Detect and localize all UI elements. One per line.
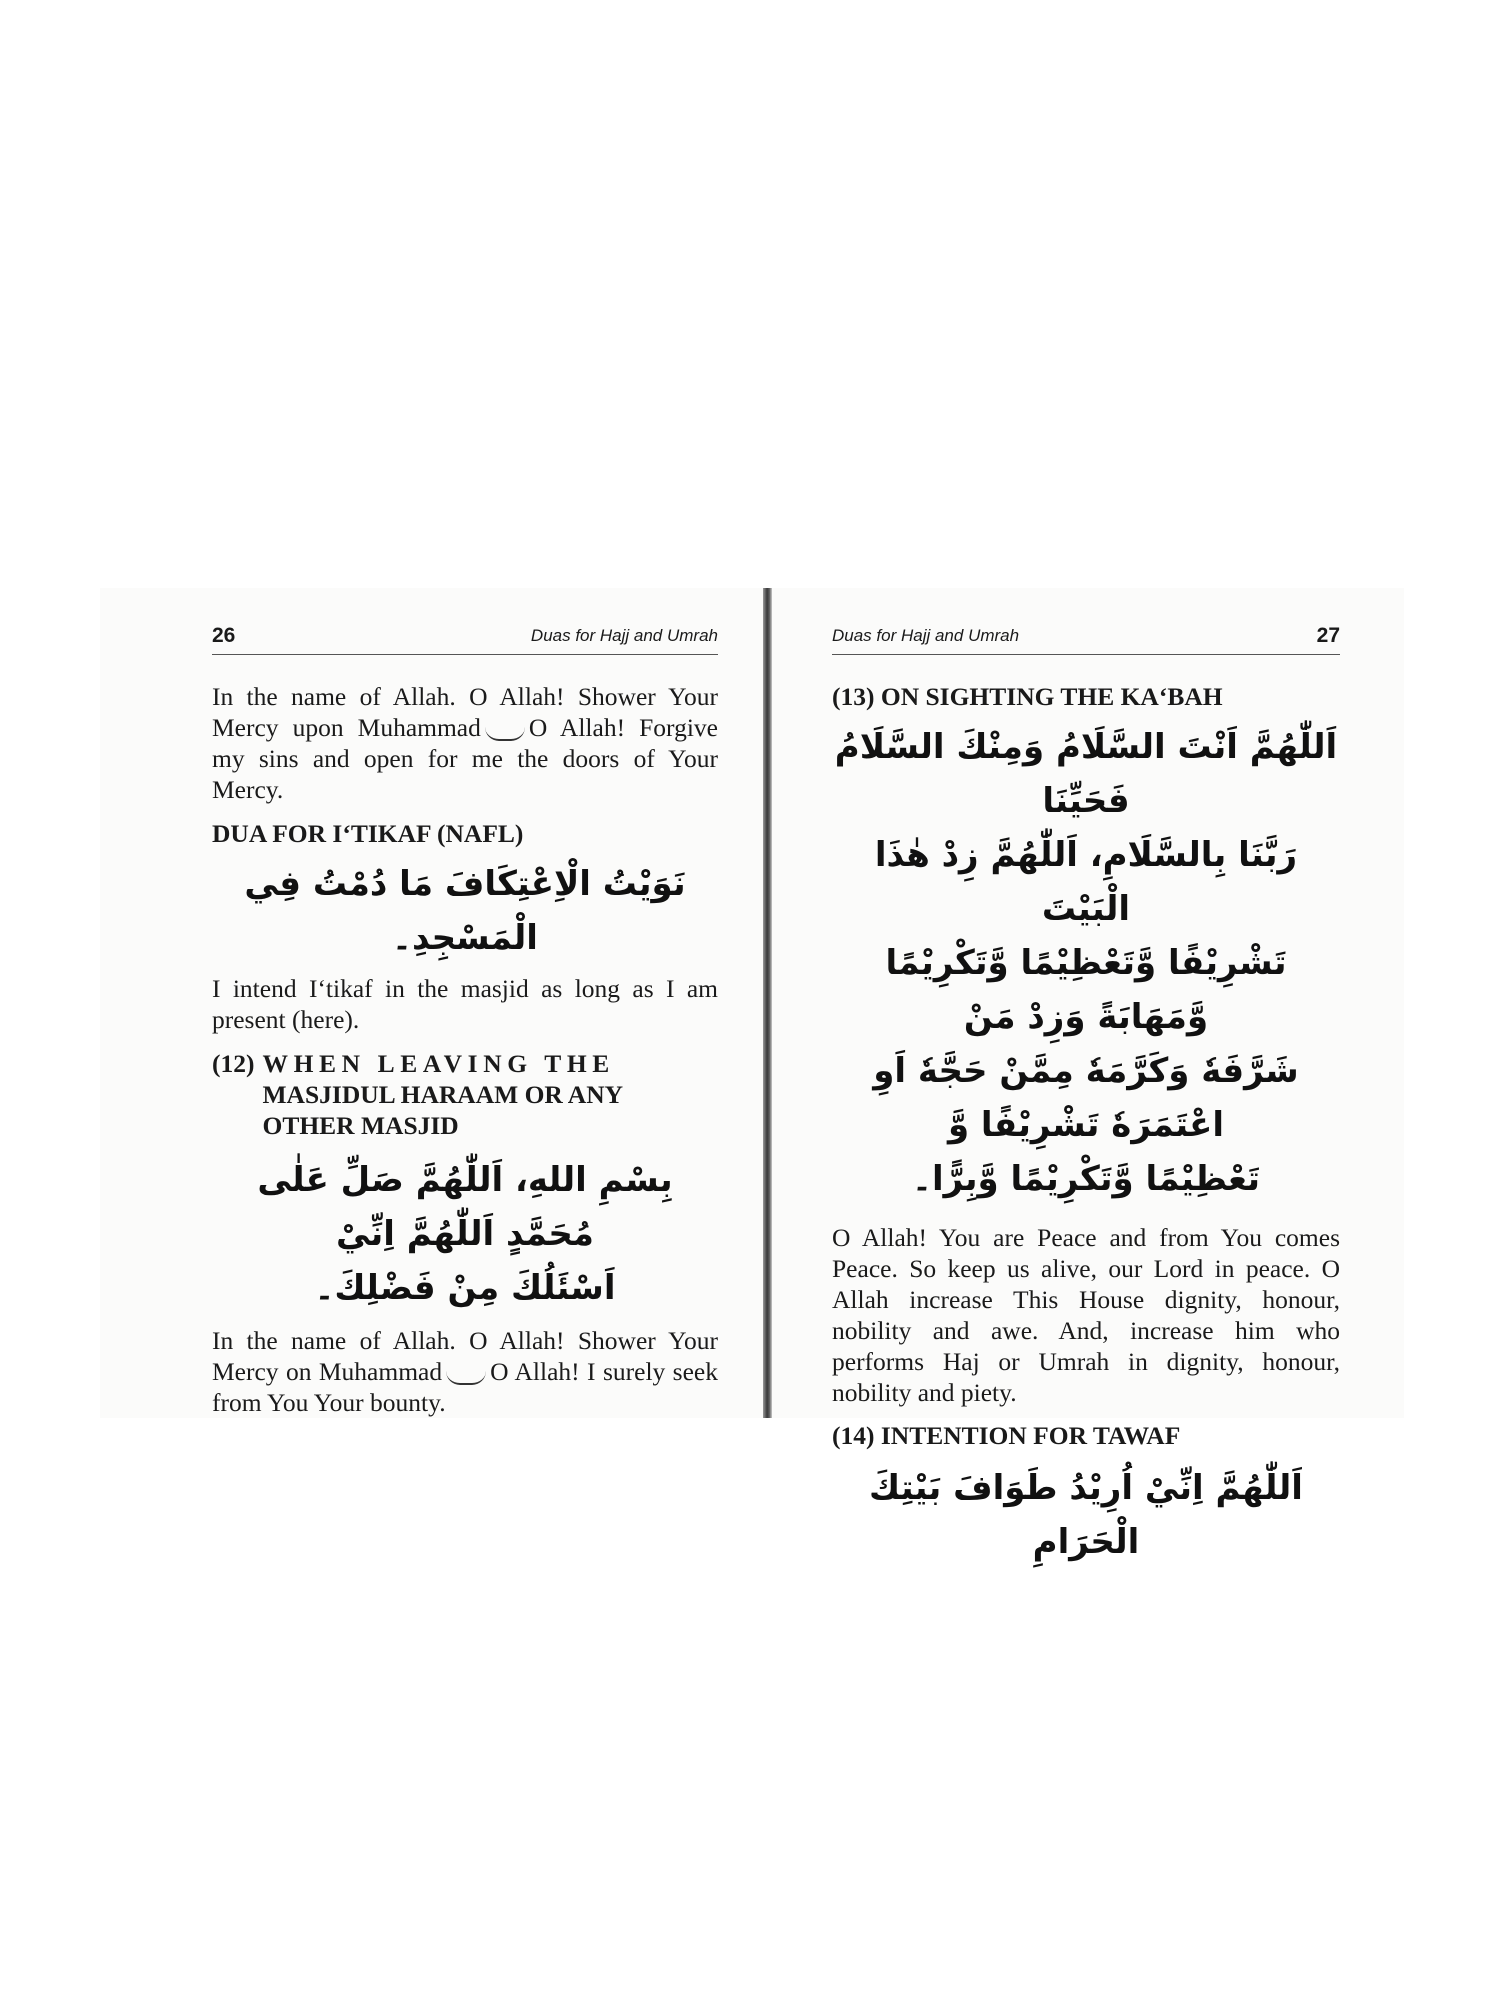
translation-tikaf: I intend I‘tikaf in the masjid as long as I am present (here). bbox=[212, 974, 718, 1034]
translation-13: O Allah! You are Peace and from You comes Peace. So keep us alive, our Lord in peace. O Allah increase This House dignity, honour, nobility and awe. And, increase him who performs Haj or Umrah in dignity, honour, nobility and piety. bbox=[832, 1223, 1340, 1407]
salutation-glyph-2 bbox=[446, 1363, 486, 1385]
right-page-number: 27 bbox=[1316, 624, 1340, 647]
arabic-dua-tikaf: نَوَيْتُ الْاِعْتِكَافَ مَا دُمْتُ فِي الْمَسْجِدِ۔ bbox=[244, 864, 686, 958]
arabic-dua-13-line1: اَللّٰهُمَّ اَنْتَ السَّلَامُ وَمِنْكَ السَّلَامُ فَحَيِّنَا bbox=[834, 727, 1338, 821]
paragraph-mercy-text-1: In the name of Allah. O Allah! Shower Your Mercy upon Muhammad bbox=[212, 682, 718, 742]
arabic-dua-14-line1: اَللّٰهُمَّ اِنِّيْ اُرِيْدُ طَوَافَ بَيْتِكَ الْحَرَامِ bbox=[869, 1468, 1303, 1562]
heading-12-number: (12) bbox=[212, 1049, 255, 1078]
salutation-glyph bbox=[485, 719, 525, 741]
heading-12-rest: MASJIDUL HARAAM OR ANY OTHER MASJID bbox=[262, 1080, 623, 1140]
heading-12 bbox=[212, 1048, 718, 1141]
right-page bbox=[832, 620, 1340, 1569]
right-page-header bbox=[832, 620, 1340, 655]
paragraph-mercy-text-2: O Allah! Forgive my sins and open for me the doors of Your Mercy. bbox=[212, 713, 718, 804]
heading-14: (14) INTENTION FOR TAWAF bbox=[832, 1421, 1181, 1450]
translation-12-text-2: O Allah! I surely seek from You Your bounty. bbox=[212, 1357, 718, 1417]
translation-12-text-1: In the name of Allah. O Allah! Shower Your Mercy on Muhammad bbox=[212, 1326, 718, 1386]
left-page bbox=[212, 620, 718, 1418]
left-page-header bbox=[212, 620, 718, 655]
right-page-body bbox=[832, 681, 1340, 1569]
arabic-dua-13-line3: تَشْرِيْفًا وَّتَعْظِيْمًا وَّتَكْرِيْمًا وَّمَهَابَةً وَزِدْ مَنْ bbox=[885, 943, 1287, 1037]
left-running-head: Duas for Hajj and Umrah bbox=[530, 626, 718, 645]
translation-12 bbox=[212, 1325, 718, 1418]
heading-13: (13) ON SIGHTING THE KA‘BAH bbox=[832, 682, 1223, 711]
paragraph-mercy bbox=[212, 681, 718, 805]
arabic-dua-13-line2: رَبَّنَا بِالسَّلَامِ، اَللّٰهُمَّ زِدْ هٰذَا الْبَيْتَ bbox=[874, 835, 1298, 929]
book-gutter bbox=[763, 588, 772, 1418]
left-page-body bbox=[212, 681, 718, 1418]
arabic-dua-13-line4: شَرَّفَهٗ وَكَرَّمَهٗ مِمَّنْ حَجَّهٗ اَوِ اعْتَمَرَهٗ تَشْرِيْفًا وَّ bbox=[873, 1051, 1299, 1145]
arabic-dua-13-line5: تَعْظِيْمًا وَّتَكْرِيْمًا وَّبِرًّا۔ bbox=[912, 1159, 1260, 1199]
arabic-dua-12-line2: اَسْئَلُكَ مِنْ فَضْلِكَ۔ bbox=[314, 1268, 616, 1308]
right-running-head: Duas for Hajj and Umrah bbox=[832, 626, 1020, 645]
heading-tikaf: DUA FOR I‘TIKAF (NAFL) bbox=[212, 819, 524, 848]
heading-12-line1: WHEN LEAVING THE bbox=[262, 1049, 615, 1078]
arabic-dua-12-line1: بِسْمِ اللهِ، اَللّٰهُمَّ صَلِّ عَلٰى مُحَمَّدٍ اَللّٰهُمَّ اِنِّيْ bbox=[257, 1160, 673, 1254]
left-page-number: 26 bbox=[212, 624, 236, 647]
